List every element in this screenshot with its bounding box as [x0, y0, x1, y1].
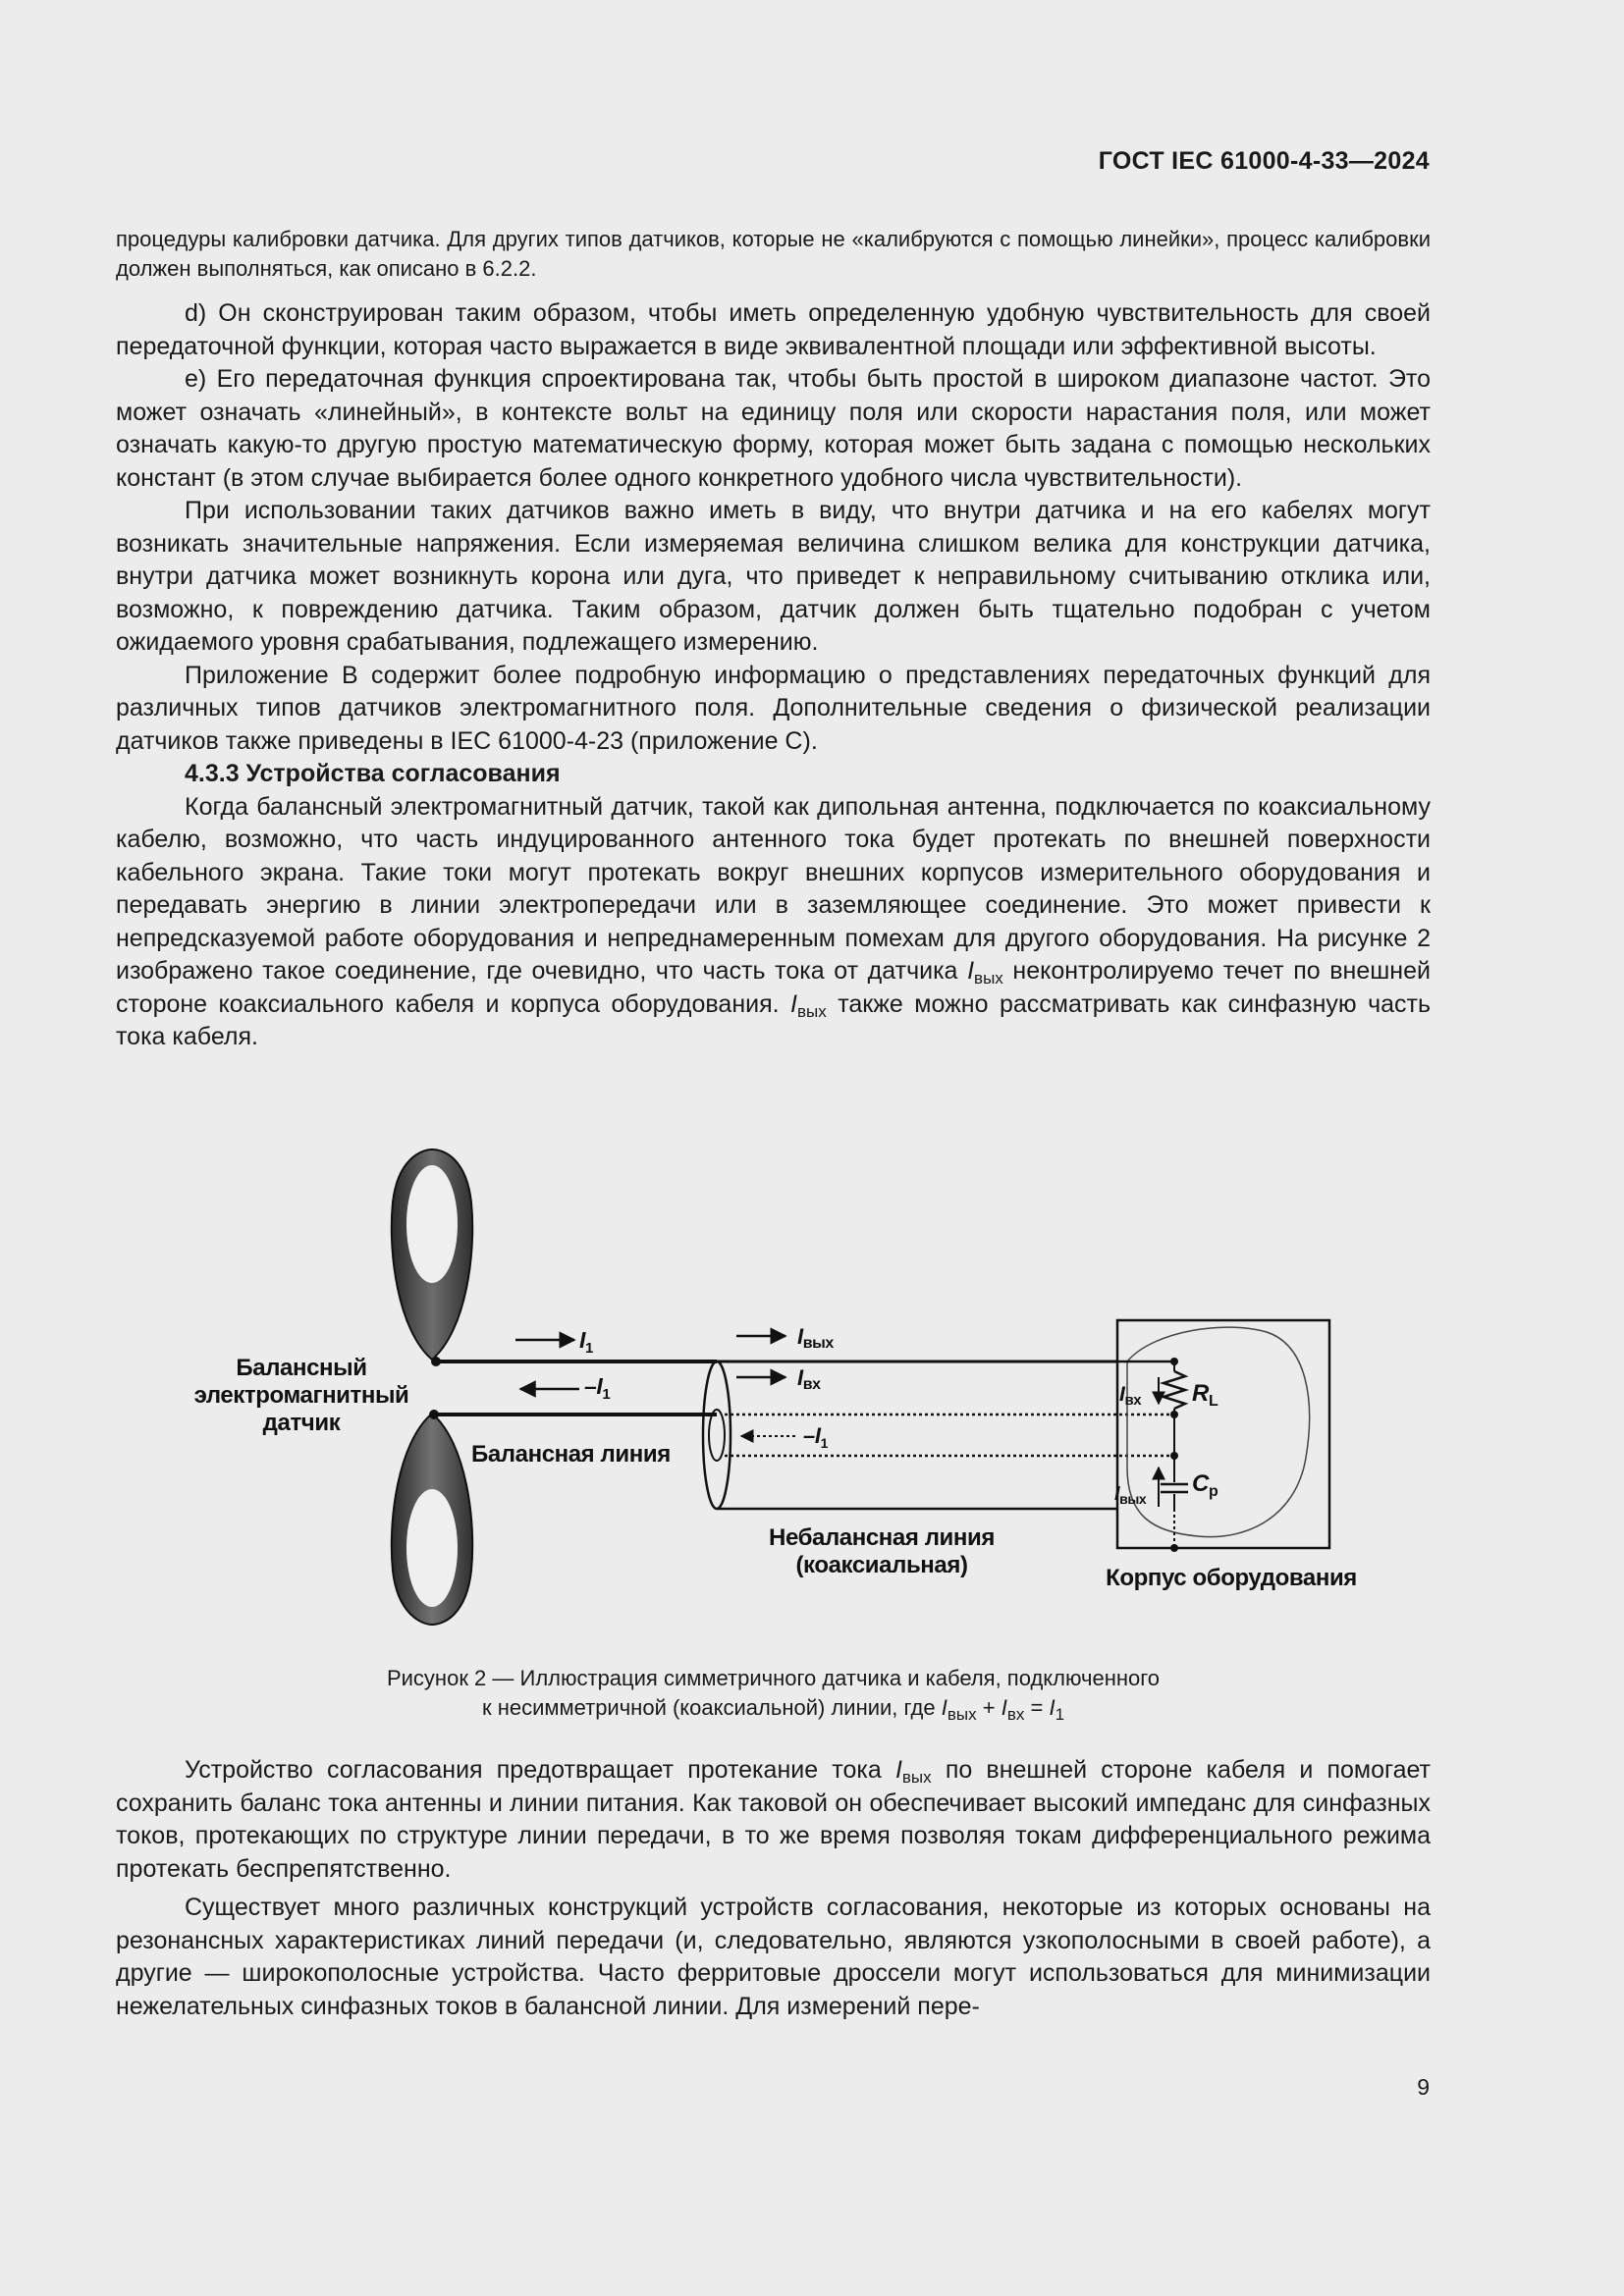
resistor-rl-icon	[1164, 1371, 1185, 1409]
label-i-out: Iвых	[797, 1324, 834, 1352]
figure-2-caption	[116, 1664, 1431, 1723]
caption-line-2: к несимметричной (коаксиальной) линии, где $I_{вых} + I_{вх} = I_1$	[481, 1695, 1065, 1724]
label-cp: $C_p$	[1192, 1470, 1218, 1500]
label-rl: $R_L$	[1192, 1380, 1218, 1410]
page-number: 9	[1417, 2074, 1430, 2100]
label-sensor-line3: датчик	[262, 1410, 341, 1436]
label-i1: $I_1$	[579, 1327, 593, 1357]
label-balanced-line: Балансная линия	[471, 1441, 671, 1468]
paragraph-balun-designs: Существует много различных конструкций устройств согласования, некоторые из которых основаны на резонансных характеристиках линий передачи (и, следовательно, являются узкополосными в своей работе), а другие — широкополосные устройства. Часто ферритовые дроссели могут использоваться для минимизации нежелательных синфазных токов в балансной линии. Для измерений пере-	[116, 1894, 1431, 2020]
paragraph-item-d: d) Он сконструирован таким образом, чтобы иметь определенную удобную чувствительность для своей передаточной функции, которая часто выражается в виде эквивалентной площади или эффективной высоты.	[116, 299, 1431, 360]
section-heading-4-3-3: 4.3.3 Устройства согласования	[185, 760, 561, 787]
paragraph-balun-function: Устройство согласования предотвращает протекание тока $I_{вых}$ по внешней стороне кабеля и помогает сохранить баланс тока антенны и линии питания. Как таковой он обеспечивает высокий импеданс для синфазных токов, протекающих по структуре линии передачи, в то же время позволяя токам дифференциального режима протекать беспрепятственно.	[116, 1756, 1432, 1883]
label-enclosure: Корпус оборудования	[1106, 1565, 1357, 1591]
enclosure-outline-blob	[1127, 1327, 1310, 1537]
label-minus-i1: $-I_1$	[584, 1373, 611, 1403]
label-i-out-enclosure: $I_{вых}$	[1114, 1483, 1147, 1507]
text-block-top	[116, 225, 1431, 1054]
label-unbalanced-line1: Небалансная линия	[769, 1524, 995, 1551]
text-block-bottom	[116, 1754, 1431, 2023]
caption-line-1: Рисунок 2 — Иллюстрация симметричного датчика и кабеля, подключенного	[386, 1666, 1161, 1690]
paragraph-calibration: процедуры калибровки датчика. Для других типов датчиков, которые не «калибруются с помощью линейки», процесс калибровки должен выполняться, как описано в 6.2.2.	[116, 227, 1431, 281]
coax-inner-ellipse	[709, 1410, 725, 1461]
dipole-bottom-lobe-icon	[392, 1414, 472, 1625]
paragraph-voltages: При использовании таких датчиков важно иметь в виду, что внутри датчика и на его кабелях могут возникать значительные напряжения. Если измеряемая величина слишком велика для конструкции датчика, внутри датчика может возникнуть корона или дуга, что приведет к неправильному считыванию отклика или, возможно, к повреждению датчика. Таким образом, датчик должен быть тщательно подобран с учетом ожидаемого уровня срабатывания, подлежащего измерению.	[116, 497, 1431, 656]
label-i-in-enclosure: Iвх	[1119, 1383, 1142, 1409]
dipole-top-lobe-icon	[392, 1149, 472, 1360]
paragraph-item-e: e) Его передаточная функция спроектирована так, чтобы быть простой в широком диапазоне частот. Это может означать «линейный», в контексте вольт на единицу поля или скорости нарастания поля, или может означать какую-то другую простую математическую форму, которая может быть задана с помощью нескольких констант (в этом случае выбирается более одного конкретного удобного числа чувствительности).	[116, 365, 1431, 492]
label-i-in: Iвх	[797, 1365, 821, 1393]
label-sensor-line2: электромагнитный	[193, 1382, 409, 1409]
coax-entry-ellipse	[703, 1362, 731, 1509]
label-sensor-line1: Балансный	[236, 1355, 367, 1381]
label-return-minus-i1: $-I_1$	[803, 1423, 828, 1451]
paragraph-baluns-intro: Когда балансный электромагнитный датчик, такой как дипольная антенна, подключается по коаксиальному кабелю, возможно, что часть индуцированного антенного тока будет протекать по внешней поверхности кабельного экрана. Такие токи могут протекать вокруг внешних корпусов измерительного оборудования и передавать энергию в линии электропередачи или в заземляющее соединение. Это может привести к непредсказуемой работе оборудования и непреднамеренным помехам для другого оборудования. На рисунке 2 изображено такое соединение, где очевидно, что часть тока от датчика $I_{вых}$ неконтролируемо течет по внешней стороне коаксиального кабеля и корпуса оборудования. $I_{вых}$ также можно рассматривать как синфазную часть тока кабеля.	[116, 792, 1432, 1050]
label-unbalanced-line2: (коаксиальная)	[795, 1552, 968, 1578]
paragraph-appendix-b: Приложение B содержит более подробную информацию о представлениях передаточных функций для различных типов датчиков электромагнитного поля. Дополнительные сведения о физической реализации датчиков также приведены в IEC 61000-4-23 (приложение С).	[116, 661, 1431, 755]
figure-2-balanced-sensor-diagram	[187, 1144, 1365, 1634]
document-id-header: ГОСТ IEC 61000-4-33—2024	[1098, 147, 1430, 175]
equipment-enclosure-box	[1117, 1320, 1329, 1548]
